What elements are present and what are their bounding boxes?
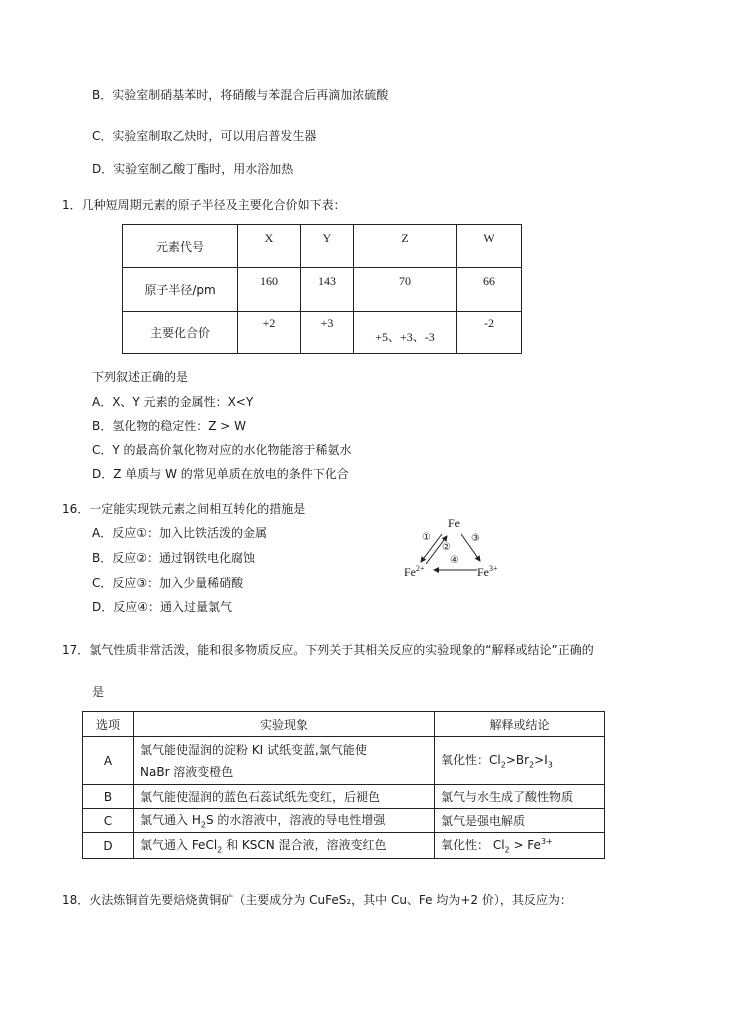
q15-stem: 1．几种短周期元素的原子半径及主要化合价如下表： (62, 198, 346, 212)
label-4: ④ (450, 555, 459, 566)
label-2: ② (442, 542, 451, 553)
row-d-phenomenon: 氯气通入 FeCl$_2$ 和 KSCN 混合液，溶液变红色 (134, 833, 435, 859)
header-phenomenon: 实验现象 (134, 712, 435, 737)
element-table (122, 224, 522, 354)
q15-option-a: A．X、Y 元素的金属性：X<Y (92, 395, 254, 409)
row-d-conclusion: 氧化性： $Cl_2 > Fe^{3+}$ (435, 833, 605, 859)
row-a-phenomenon: 氯气能使湿润的淀粉 KI 试纸变蓝,氯气能使 NaBr 溶液变橙色 (134, 737, 435, 785)
valence-x: +2 (238, 312, 301, 354)
radius-y: 143 (301, 268, 354, 312)
option-c-line: C．实验室制取乙炔时，可以用启普发生器 (92, 129, 317, 143)
label-3: ③ (471, 533, 480, 544)
q17-stem-line2: 是 (92, 685, 105, 699)
col-z: Z (354, 225, 457, 268)
iron-conversion-diagram (404, 518, 504, 586)
row-d-option: D (83, 833, 134, 859)
q15-option-c: C．Y 的最高价氧化物对应的水化物能溶于稀氨水 (92, 443, 352, 457)
row-c-option: C (83, 809, 134, 833)
row-c-conclusion: 氯气是强电解质 (435, 809, 605, 833)
valence-z: +5、+3、-3 (354, 312, 457, 354)
fe-top: Fe (448, 516, 460, 530)
q16-option-c: C．反应③：加入少量稀硝酸 (92, 576, 244, 590)
q17-stem-line1: 17．氯气性质非常活泼，能和很多物质反应。下列关于其相关反应的实验现象的“解释或结论”正确的 (62, 643, 594, 657)
radius-x: 160 (238, 268, 301, 312)
header-conclusion: 解释或结论 (435, 712, 605, 737)
row-a-conclusion: 氧化性：$Cl_2>Br_2>I_3$ (435, 737, 605, 785)
q18-stem: 18．火法炼铜首先要焙烧黄铜矿（主要成分为 CuFeS₂，其中 Cu、Fe 均为+2 价），其反应为： (62, 893, 572, 907)
row-a-option: A (83, 737, 134, 785)
fe2-label: $Fe^{2+}$ (404, 564, 425, 579)
valence-y: +3 (301, 312, 354, 354)
col-y: Y (301, 225, 354, 268)
row-b-conclusion: 氯气与水生成了酸性物质 (435, 785, 605, 809)
row-c-phenomenon: 氯气通入 $H_2S$ 的水溶液中，溶液的导电性增强 (134, 809, 435, 833)
q16-option-b: B．反应②：通过钢铁电化腐蚀 (92, 551, 255, 565)
q16-stem: 16．一定能实现铁元素之间相互转化的措施是 (62, 502, 306, 516)
q16-option-a: A．反应①：加入比铁活泼的金属 (92, 526, 267, 540)
label-1: ① (422, 532, 431, 543)
fe3-label: $Fe^{3+}$ (477, 564, 498, 579)
header-option: 选项 (83, 712, 134, 737)
row-header-valence: 主要化合价 (123, 312, 238, 354)
q15-option-b: B．氢化物的稳定性：Z > W (92, 419, 247, 433)
row-b-phenomenon: 氯气能使湿润的蓝色石蕊试纸先变红，后褪色 (134, 785, 435, 809)
col-w: W (457, 225, 522, 268)
chlorine-table (82, 711, 605, 859)
q16-option-d: D．反应④：通入过量氯气 (92, 600, 232, 614)
valence-w: -2 (457, 312, 522, 354)
option-b-line: B．实验室制硝基苯时，将硝酸与苯混合后再滴加浓硫酸 (92, 88, 389, 102)
option-d-line: D．实验室制乙酸丁酯时，用水浴加热 (92, 162, 294, 176)
radius-z: 70 (354, 268, 457, 312)
row-header-radius: 原子半径/pm (123, 268, 238, 312)
radius-w: 66 (457, 268, 522, 312)
col-x: X (238, 225, 301, 268)
q15-prompt: 下列叙述正确的是 (92, 370, 189, 384)
q15-option-d: D．Z 单质与 W 的常见单质在放电的条件下化合 (92, 467, 349, 481)
row-header-code: 元素代号 (123, 225, 238, 268)
row-b-option: B (83, 785, 134, 809)
